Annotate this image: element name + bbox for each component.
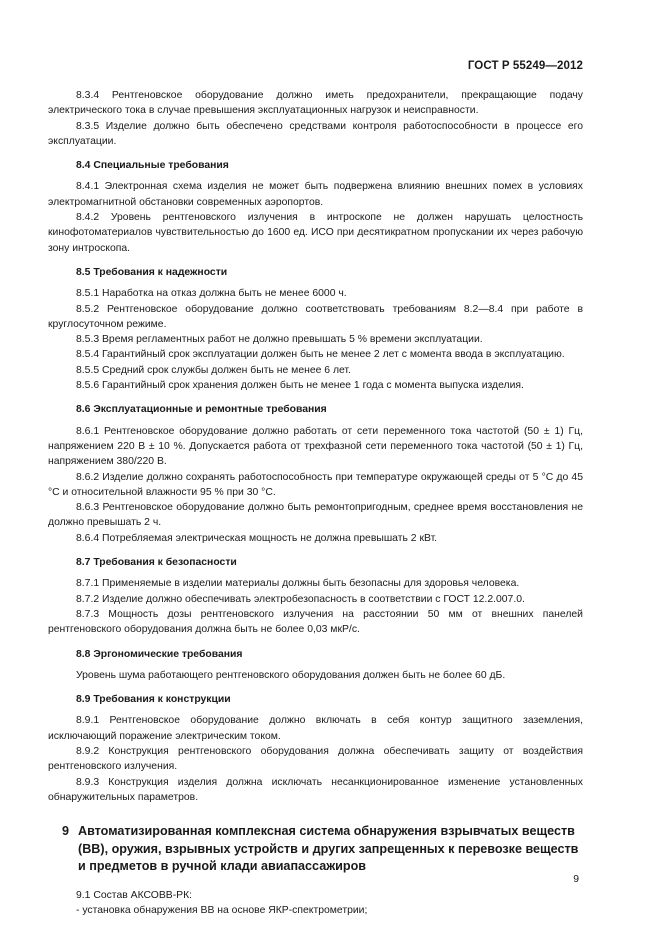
subheading-8-4: 8.4 Специальные требования — [76, 160, 229, 172]
paragraph-8-7-2: 8.7.2 Изделие должно обеспечивать электробезопасность в соответствии с ГОСТ 12.2.007.0. — [76, 593, 525, 605]
document-body — [48, 88, 583, 918]
paragraph-8-3-4: 8.3.4 Рентгеновское оборудование должно иметь предохранители, прекращающие подачу электрического тока в случае превышения эксплуатационных нагрузок и неисправности. — [48, 90, 583, 117]
paragraph-9-1-item: - установка обнаружения ВВ на основе ЯКР-спектрометрии; — [76, 904, 368, 916]
paragraph-8-7-1: 8.7.1 Применяемые в изделии материалы должны быть безопасны для здоровья человека. — [76, 578, 520, 590]
subheading-8-9: 8.9 Требования к конструкции — [76, 694, 231, 706]
standard-number-header: ГОСТ Р 55249—2012 — [467, 60, 583, 72]
paragraph-8-6-3: 8.6.3 Рентгеновское оборудование должно быть ремонтопригодным, среднее время восстановления не должно превышать 2 ч. — [48, 502, 583, 529]
paragraph-8-7-3: 8.7.3 Мощность дозы рентгеновского излучения на расстоянии 50 мм от внешних панелей рентгеновского оборудования должна быть не более 0,03 мкР/с. — [48, 608, 583, 636]
paragraph-8-6-1: 8.6.1 Рентгеновское оборудование должно работать от сети переменного тока частотой (50 ± 1) Гц, напряжением 220 В ± 10 %. Допускается работа от трехфазной сети переменного тока частотой (50 ± 1) Гц, напряжением 380/220 В. — [48, 425, 583, 468]
page-number: 9 — [573, 874, 579, 885]
paragraph-8-5-2: 8.5.2 Рентгеновское оборудование должно соответствовать требованиям 8.2—8.4 при работе в круглосуточном режиме. — [48, 303, 583, 330]
section-9-heading — [48, 823, 583, 876]
paragraph-8-5-6: 8.5.6 Гарантийный срок хранения должен быть не менее 1 года с момента выпуска изделия. — [76, 380, 524, 392]
paragraph-8-5-1: 8.5.1 Наработка на отказ должна быть не менее 6000 ч. — [76, 288, 347, 300]
paragraph-8-8: Уровень шума работающего рентгеновского оборудования должен быть не более 60 дБ. — [76, 669, 506, 681]
paragraph-8-4-1: 8.4.1 Электронная схема изделия не может быть подвержена влиянию внешних помех в условиях электромагнитной обстановки современных аэропортов. — [48, 181, 583, 208]
subheading-8-8: 8.8 Эргономические требования — [76, 648, 243, 660]
subheading-8-6: 8.6 Эксплуатационные и ремонтные требования — [76, 404, 327, 416]
paragraph-8-6-4: 8.6.4 Потребляемая электрическая мощность не должна превышать 2 кВт. — [76, 532, 438, 544]
section-9-title: Автоматизированная комплексная система обнаружения взрывчатых веществ (ВВ), оружия, взрывных устройств и других запрещенных к перевозке веществ и предметов в ручной клади авиапассажиров — [78, 824, 579, 874]
paragraph-8-4-2: 8.4.2 Уровень рентгеновского излучения в интроскопе не должен нарушать целостность кинофотоматериалов чувствительностью до 1600 ед. ИСО при десятикратном пропускании их через рабочую зону интроскопа. — [48, 212, 583, 254]
paragraph-8-5-3: 8.5.3 Время регламентных работ не должно превышать 5 % времени эксплуатации. — [76, 334, 483, 346]
subheading-8-5: 8.5 Требования к надежности — [76, 266, 228, 278]
paragraph-8-9-2: 8.9.2 Конструкция рентгеновского оборудования должна обеспечивать защиту от воздействия рентгеновского излучения. — [48, 745, 583, 773]
paragraph-8-6-2: 8.6.2 Изделие должно сохранять работоспособность при температуре окружающей среды от 5 °С до 45 °С и относительной влажности 95 % при 30 °С. — [48, 471, 583, 498]
section-9-number: 9 — [62, 824, 70, 839]
paragraph-8-3-5: 8.3.5 Изделие должно быть обеспечено средствами контроля работоспособности в процессе его эксплуатации. — [48, 120, 583, 147]
paragraph-8-9-3: 8.9.3 Конструкция изделия должна исключать несанкционированное изменение установленных обнаружительных параметров. — [48, 776, 583, 803]
paragraph-8-5-5: 8.5.5 Средний срок службы должен быть не менее 6 лет. — [76, 364, 351, 376]
paragraph-9-1: 9.1 Состав АКСОВВ-РК: — [76, 889, 193, 901]
subheading-8-7: 8.7 Требования к безопасности — [76, 557, 237, 569]
paragraph-8-9-1: 8.9.1 Рентгеновское оборудование должно включать в себя контур защитного заземления, исключающий поражение электрическим током. — [48, 715, 583, 742]
paragraph-8-5-4: 8.5.4 Гарантийный срок эксплуатации должен быть не менее 2 лет с момента ввода в эксплуатацию. — [76, 349, 565, 361]
